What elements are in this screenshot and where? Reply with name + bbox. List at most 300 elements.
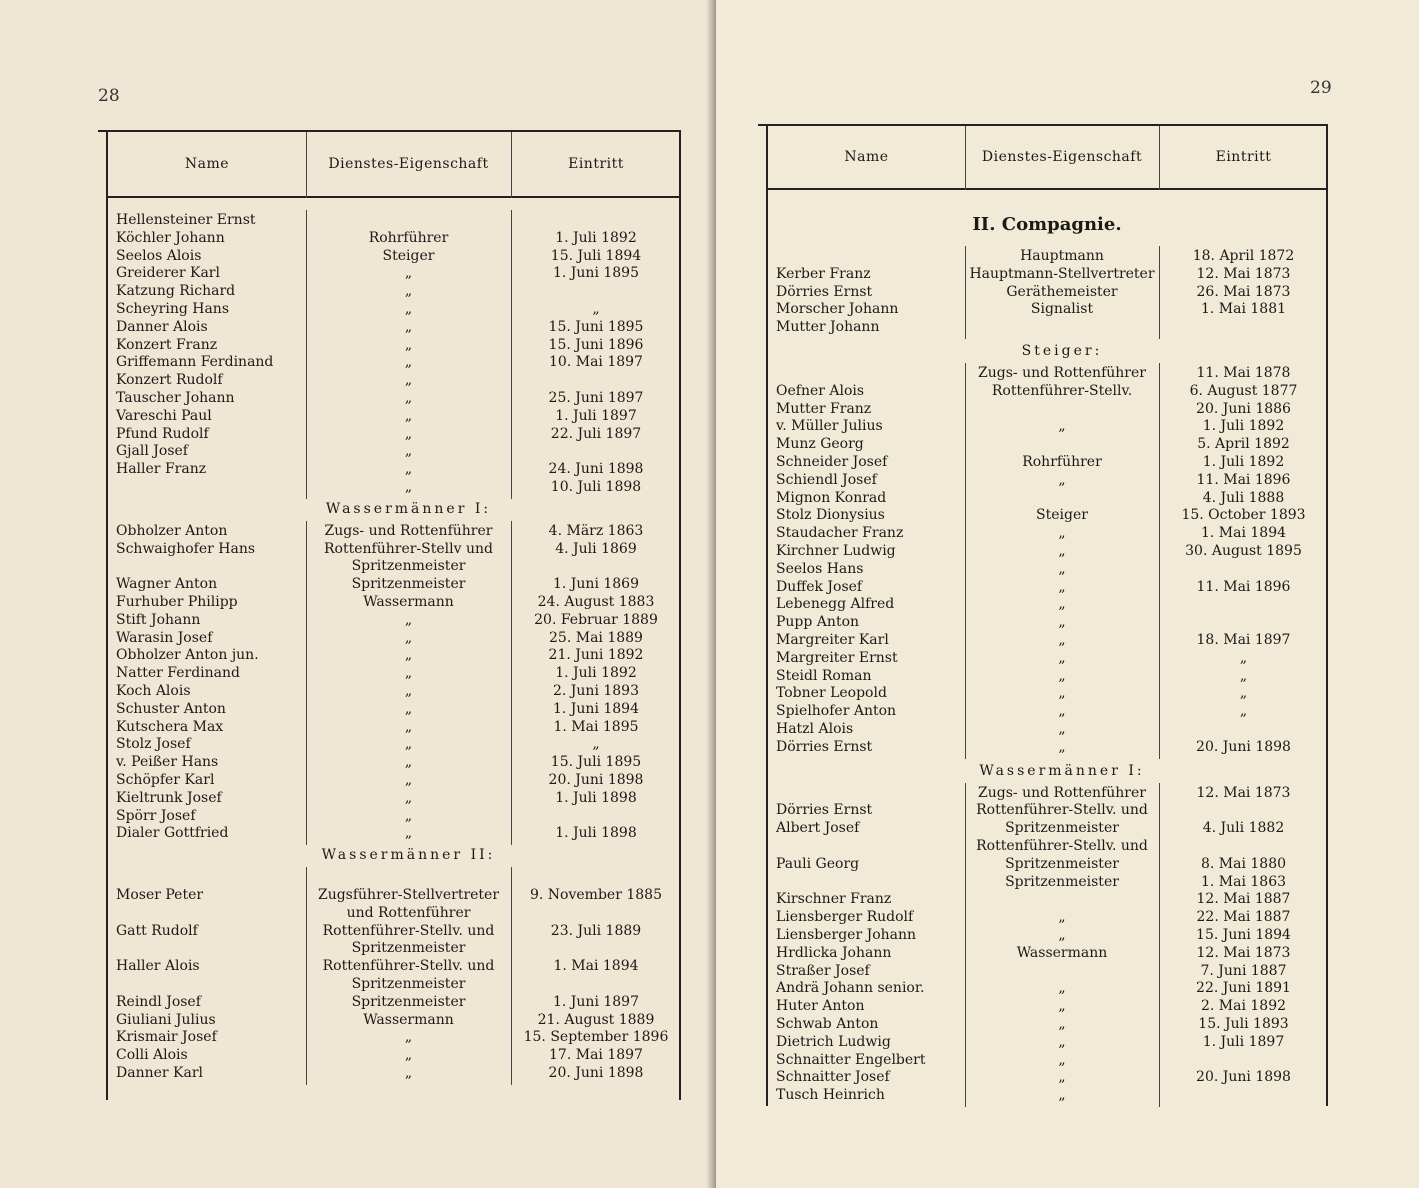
member-role: Spritzenmeister [351, 976, 466, 992]
member-role: Spritzenmeister [1005, 873, 1119, 890]
member-name: Margreiter Ernst [776, 649, 898, 666]
member-name: v. Peißer Hans [116, 754, 219, 771]
table-row [108, 612, 679, 630]
member-role: „ [404, 825, 413, 842]
member-name: Haller Alois [116, 958, 200, 975]
member-role: „ [404, 647, 413, 664]
member-role: Spritzenmeister [1005, 855, 1119, 872]
member-name: Danner Alois [116, 318, 208, 335]
member-role: „ [404, 665, 413, 682]
member-name: Spielhofer Anton [776, 703, 897, 720]
member-role: Rottenführer-Stellv. und [322, 922, 495, 939]
table-row [108, 940, 679, 958]
entry-date: 12. Mai 1887 [1196, 891, 1291, 908]
table-row [768, 998, 1326, 1016]
member-name: Stolz Dionysius [776, 507, 885, 524]
table-row [768, 1052, 1326, 1070]
member-name: Obholzer Anton [116, 522, 228, 539]
member-role: Rottenführer-Stellv. und [976, 802, 1148, 819]
member-role: „ [404, 283, 413, 300]
entry-date: 11. Mai 1896 [1196, 471, 1291, 488]
member-name: Pfund Rudolf [116, 425, 209, 442]
member-name: Lebenegg Alfred [776, 596, 895, 613]
member-role: „ [1058, 980, 1066, 997]
member-name: Stift Johann [116, 611, 201, 628]
member-role: „ [404, 807, 413, 824]
member-name: Konzert Rudolf [116, 372, 223, 389]
entry-date: 12. Mai 1873 [1196, 944, 1291, 961]
table-row [108, 887, 679, 905]
member-name: Liensberger Johann [776, 927, 917, 943]
member-name: Kirchner Ludwig [776, 543, 896, 559]
entry-date: 7. Juni 1887 [1200, 962, 1287, 979]
table-row [768, 301, 1326, 319]
table-row [108, 736, 679, 754]
table-row [768, 909, 1326, 927]
entry-date: 24. August 1883 [537, 594, 655, 610]
entry-date: 1. Juni 1897 [552, 993, 639, 1010]
member-name: Albert Josef [776, 820, 860, 837]
member-role: „ [404, 354, 413, 371]
entry-date: 8. Mai 1880 [1200, 855, 1287, 872]
member-name: Seelos Alois [116, 247, 202, 264]
member-role: Zugsführer-Stellvertreter [317, 887, 500, 903]
member-name: Wagner Anton [116, 576, 218, 593]
table-row [768, 418, 1326, 436]
table-row [108, 443, 679, 461]
entry-date: 18. Mai 1897 [1196, 632, 1291, 648]
column-header-role: Dienstes-Eigenschaft [981, 149, 1143, 165]
member-role: „ [1058, 1087, 1066, 1104]
table-row [768, 685, 1326, 703]
member-role: „ [1058, 543, 1066, 559]
column-divider [511, 132, 512, 198]
table-row [108, 558, 679, 576]
table-row [108, 647, 679, 665]
member-role: „ [1058, 649, 1066, 666]
member-role: „ [404, 754, 413, 771]
member-role: Steiger [1036, 507, 1088, 524]
member-name: Obholzer Anton jun. [116, 647, 259, 664]
table-row [108, 230, 679, 248]
right-page [716, 0, 1419, 1188]
table-row [108, 772, 679, 790]
entry-date: 25. Mai 1889 [549, 629, 643, 646]
member-role: „ [1058, 1051, 1066, 1068]
section-heading: Wassermänner I: [979, 762, 1145, 779]
table-row [108, 408, 679, 426]
member-name: Staudacher Franz [776, 525, 904, 542]
member-role: Rottenführer-Stellv. [991, 382, 1133, 399]
entry-date: 20. Juni 1898 [548, 1065, 644, 1081]
member-name: Straßer Josef [776, 962, 870, 979]
member-name: Gjall Josef [116, 443, 188, 460]
table-row [768, 507, 1326, 525]
table-row [768, 1034, 1326, 1052]
member-role: „ [1058, 703, 1066, 720]
member-name: Krismair Josef [116, 1029, 217, 1046]
member-name: Köchler Johann [116, 229, 225, 246]
table-row [768, 525, 1326, 543]
member-role: „ [1058, 471, 1066, 488]
entry-date: 2. Mai 1892 [1200, 998, 1287, 1015]
member-name: Pauli Georg [776, 855, 860, 872]
member-role: Hauptmann-Stellvertreter [969, 265, 1155, 282]
member-name: Mutter Johann [776, 319, 880, 336]
entry-date: 22. Mai 1887 [1196, 909, 1291, 926]
table-row [108, 461, 679, 479]
table-row [768, 596, 1326, 614]
member-name: Dörries Ernst [776, 283, 873, 300]
member-role: „ [1058, 685, 1066, 702]
entry-date: 1. Juli 1892 [555, 229, 637, 246]
member-name: Kieltrunk Josef [116, 789, 222, 806]
member-name: Tusch Heinrich [776, 1087, 885, 1104]
member-role: „ [404, 479, 413, 495]
member-name: Kutschera Max [116, 718, 224, 735]
member-role: „ [1058, 418, 1066, 435]
table-row [108, 683, 679, 701]
member-role: „ [404, 336, 413, 353]
entry-date: 1. Mai 1895 [553, 718, 639, 735]
member-role: „ [404, 700, 413, 717]
entry-date: „ [1239, 667, 1248, 684]
entry-date: 15. September 1896 [523, 1029, 669, 1046]
member-role: „ [1058, 738, 1066, 755]
member-name: Haller Franz [116, 461, 207, 478]
member-name: Hellensteiner Ernst [116, 212, 256, 228]
table-row [768, 248, 1326, 266]
member-name: Schnaitter Josef [776, 1069, 890, 1086]
member-name: Oefner Alois [776, 382, 865, 399]
table-row [768, 739, 1326, 757]
member-role: „ [404, 611, 413, 628]
member-name: Schiendl Josef [776, 471, 877, 488]
table-row [768, 436, 1326, 454]
table-row [108, 630, 679, 648]
member-name: Reindl Josef [116, 993, 201, 1010]
member-role: „ [404, 629, 413, 646]
member-role: „ [1058, 525, 1066, 542]
entry-date: „ [1239, 649, 1248, 666]
entry-date: „ [1239, 703, 1248, 720]
table-row [768, 963, 1326, 981]
member-role: Spritzenmeister [351, 993, 466, 1010]
table-row [768, 980, 1326, 998]
table-row [108, 390, 679, 408]
table-row [108, 426, 679, 444]
member-name: Kirschner Franz [776, 891, 892, 908]
member-role: und Rottenführer [346, 904, 471, 921]
entry-date: 12. Mai 1873 [1196, 784, 1291, 801]
table-row [108, 248, 679, 266]
table-row [768, 1069, 1326, 1087]
section-heading: Wassermänner I: [325, 500, 492, 517]
member-name: Munz Georg [776, 436, 864, 453]
table-row [768, 579, 1326, 597]
entry-date: 1. Juni 1869 [552, 576, 639, 593]
member-role: Rottenführer-Stellv. und [976, 838, 1148, 854]
member-role: Wassermann [363, 594, 454, 610]
member-role: „ [404, 443, 413, 460]
table-row [768, 266, 1326, 284]
member-name: Hatzl Alois [776, 721, 854, 737]
table-row [108, 905, 679, 923]
table-row [768, 945, 1326, 963]
entry-date: 20. Juni 1898 [548, 772, 644, 788]
member-role: Spritzenmeister [351, 576, 466, 593]
table-row [768, 802, 1326, 820]
table-row [768, 927, 1326, 945]
table-row [768, 703, 1326, 721]
member-role: „ [1058, 909, 1066, 926]
table-row [768, 856, 1326, 874]
member-name: Griffemann Ferdinand [116, 354, 274, 371]
entry-date: 9. November 1885 [530, 887, 662, 903]
page-number: 29 [1310, 78, 1332, 98]
member-name: Schöpfer Karl [116, 772, 215, 788]
member-name: Steidl Roman [776, 667, 872, 684]
table-row [108, 319, 679, 337]
member-name: Moser Peter [116, 887, 204, 903]
member-role: „ [404, 736, 413, 753]
table-row [768, 383, 1326, 401]
member-role: Wassermann [1016, 944, 1108, 961]
column-header-date: Eintritt [1215, 149, 1272, 165]
member-name: Koch Alois [116, 683, 191, 699]
member-name: Schwab Anton [776, 1016, 879, 1032]
table-row [768, 454, 1326, 472]
member-role: Steiger [382, 247, 435, 264]
entry-date: „ [592, 301, 600, 317]
table-header [108, 132, 679, 198]
member-role: Geräthemeister [1006, 283, 1118, 300]
table-row [108, 479, 679, 497]
table-row [768, 668, 1326, 686]
entry-date: 10. Juli 1898 [550, 479, 642, 495]
member-name: Konzert Franz [116, 336, 218, 353]
table-row [108, 1012, 679, 1030]
member-role: Zugs- und Rottenführer [978, 784, 1146, 801]
member-name: Morscher Johann [776, 301, 899, 318]
table-row [768, 1087, 1326, 1105]
member-name: Colli Alois [116, 1047, 188, 1064]
table-row [108, 825, 679, 843]
entry-date: 15. Juni 1895 [548, 318, 644, 335]
table-row [108, 958, 679, 976]
table-row [768, 401, 1326, 419]
member-name: Andrä Johann senior. [776, 980, 925, 997]
table-row [768, 838, 1326, 856]
member-role: Rottenführer-Stellv. und [322, 958, 495, 975]
member-role: „ [404, 425, 413, 442]
member-role: Spritzenmeister [351, 558, 466, 575]
entry-date: 12. Mai 1873 [1196, 265, 1291, 282]
entry-date: 24. Juni 1898 [548, 461, 644, 478]
table-row [108, 1047, 679, 1065]
column-header-name: Name [844, 149, 889, 165]
entry-date: 6. August 1877 [1189, 382, 1298, 399]
member-role: „ [404, 1029, 413, 1046]
company-title: II. Compagnie. [972, 214, 1122, 235]
member-role: Rohrführer [1022, 454, 1102, 470]
member-role: „ [1058, 667, 1066, 684]
table-row [108, 869, 679, 887]
member-name: Mignon Konrad [776, 489, 887, 506]
column-header-date: Eintritt [568, 156, 624, 172]
table-row [768, 721, 1326, 739]
table-row [768, 632, 1326, 650]
entry-date: 18. April 1872 [1192, 248, 1295, 264]
table-row [768, 472, 1326, 490]
entry-date: 15. Juni 1894 [1196, 927, 1291, 943]
entry-date: 17. Mai 1897 [549, 1047, 643, 1064]
column-header-name: Name [184, 156, 230, 172]
page-number: 28 [98, 86, 120, 106]
table-row [108, 541, 679, 559]
member-role: Zugs- und Rottenführer [978, 365, 1146, 381]
member-name: Dörries Ernst [776, 802, 873, 819]
table-row [108, 594, 679, 612]
entry-date: 21. August 1889 [537, 1011, 655, 1028]
entry-date: 15. Juli 1895 [550, 754, 642, 771]
entry-date: 11. Mai 1878 [1196, 365, 1291, 381]
member-role: „ [404, 772, 413, 788]
entry-date: 1. Mai 1894 [553, 958, 639, 975]
member-name: v. Müller Julius [776, 418, 883, 435]
member-role: „ [1058, 721, 1066, 737]
entry-date: 1. Juni 1895 [552, 265, 639, 282]
member-name: Danner Karl [116, 1065, 204, 1081]
table-row [768, 820, 1326, 838]
table-row [768, 543, 1326, 561]
entry-date: 30. August 1895 [1185, 543, 1302, 559]
entry-date: 2. Juni 1893 [552, 683, 639, 699]
table-row [108, 523, 679, 541]
member-role: „ [1058, 1033, 1066, 1050]
table-row [108, 808, 679, 826]
section-heading: Steiger: [1021, 343, 1103, 359]
member-role: „ [1058, 614, 1066, 631]
member-role: „ [1058, 578, 1066, 595]
roster-table [106, 130, 681, 1100]
table-row [108, 372, 679, 390]
entry-date: 1. Juli 1892 [1202, 454, 1285, 470]
table-row [108, 337, 679, 355]
member-name: Giuliani Julius [116, 1011, 216, 1028]
member-name: Gatt Rudolf [116, 922, 198, 939]
member-role: „ [1058, 596, 1066, 613]
member-name: Margreiter Karl [776, 632, 889, 648]
table-row [768, 891, 1326, 909]
member-role: Spritzenmeister [351, 940, 466, 957]
entry-date: „ [592, 736, 600, 753]
table-row [108, 212, 679, 230]
table-row [768, 650, 1326, 668]
table-row [768, 561, 1326, 579]
member-name: Greiderer Karl [116, 265, 220, 282]
column-divider [306, 132, 307, 198]
entry-date: 1. Juli 1892 [1202, 418, 1285, 435]
entry-date: 15. Juli 1893 [1198, 1016, 1289, 1032]
entry-date: 15. Juli 1894 [550, 247, 642, 264]
table-row [108, 665, 679, 683]
member-role: Hauptmann [1020, 248, 1104, 264]
table-row [768, 319, 1326, 337]
entry-date: 15. Juni 1896 [548, 336, 644, 353]
member-name: Warasin Josef [116, 629, 213, 646]
member-role: „ [404, 1065, 413, 1081]
table-row [108, 283, 679, 301]
member-role: Rottenführer-Stellv und [324, 540, 493, 557]
entry-date: 1. Juli 1898 [555, 825, 637, 842]
entry-date: 1. Mai 1881 [1200, 301, 1287, 318]
entry-date: 1. Juli 1898 [555, 789, 637, 806]
member-role: „ [404, 1047, 413, 1064]
table-row [768, 874, 1326, 892]
member-role: „ [404, 683, 413, 699]
entry-date: 1. Juli 1897 [1202, 1033, 1285, 1050]
table-row [108, 923, 679, 941]
entry-date: 20. Juni 1898 [1196, 1069, 1291, 1086]
member-role: „ [1058, 998, 1066, 1015]
entry-date: 20. Februar 1889 [534, 611, 658, 628]
member-role: „ [404, 789, 413, 806]
entry-date: 22. Juli 1897 [550, 425, 642, 442]
table-row [768, 614, 1326, 632]
member-role: Zugs- und Rottenführer [324, 522, 493, 539]
member-name: Vareschi Paul [116, 407, 212, 424]
member-name: Dietrich Ludwig [776, 1033, 891, 1050]
member-role: „ [404, 390, 413, 406]
entry-date: 23. Juli 1889 [550, 922, 642, 939]
member-role: Rohrführer [368, 229, 449, 246]
roster-table [766, 124, 1328, 1106]
member-role: „ [404, 265, 413, 282]
section-heading: Wassermänner II: [321, 847, 496, 864]
table-row [768, 284, 1326, 302]
member-role: „ [1058, 560, 1066, 577]
member-role: „ [404, 718, 413, 735]
entry-date: 20. Juni 1886 [1196, 400, 1291, 417]
member-name: Natter Ferdinand [116, 665, 240, 682]
entry-date: 1. Juni 1894 [552, 700, 639, 717]
entry-date: 10. Mai 1897 [549, 354, 643, 371]
member-name: Schuster Anton [116, 700, 226, 717]
member-name: Stolz Josef [116, 736, 191, 753]
entry-date: 1. Mai 1894 [1200, 525, 1287, 542]
member-role: „ [1058, 632, 1066, 648]
table-row [108, 754, 679, 772]
member-name: Dörries Ernst [776, 738, 873, 755]
entry-date: 1. Mai 1863 [1200, 873, 1287, 890]
entry-date: 4. Juli 1869 [555, 540, 637, 557]
table-row [108, 701, 679, 719]
entry-date: 5. April 1892 [1197, 436, 1290, 453]
member-name: Kerber Franz [776, 265, 871, 282]
table-row [108, 265, 679, 283]
table-row [108, 354, 679, 372]
table-row [108, 1029, 679, 1047]
member-role: Wassermann [363, 1011, 454, 1028]
entry-date: 26. Mai 1873 [1196, 283, 1291, 300]
member-role: „ [404, 301, 413, 317]
column-divider [965, 126, 966, 190]
column-header-role: Dienstes-Eigenschaft [328, 156, 489, 172]
table-row [768, 365, 1326, 383]
table-header [768, 126, 1326, 190]
entry-date: 4. März 1863 [548, 522, 644, 539]
